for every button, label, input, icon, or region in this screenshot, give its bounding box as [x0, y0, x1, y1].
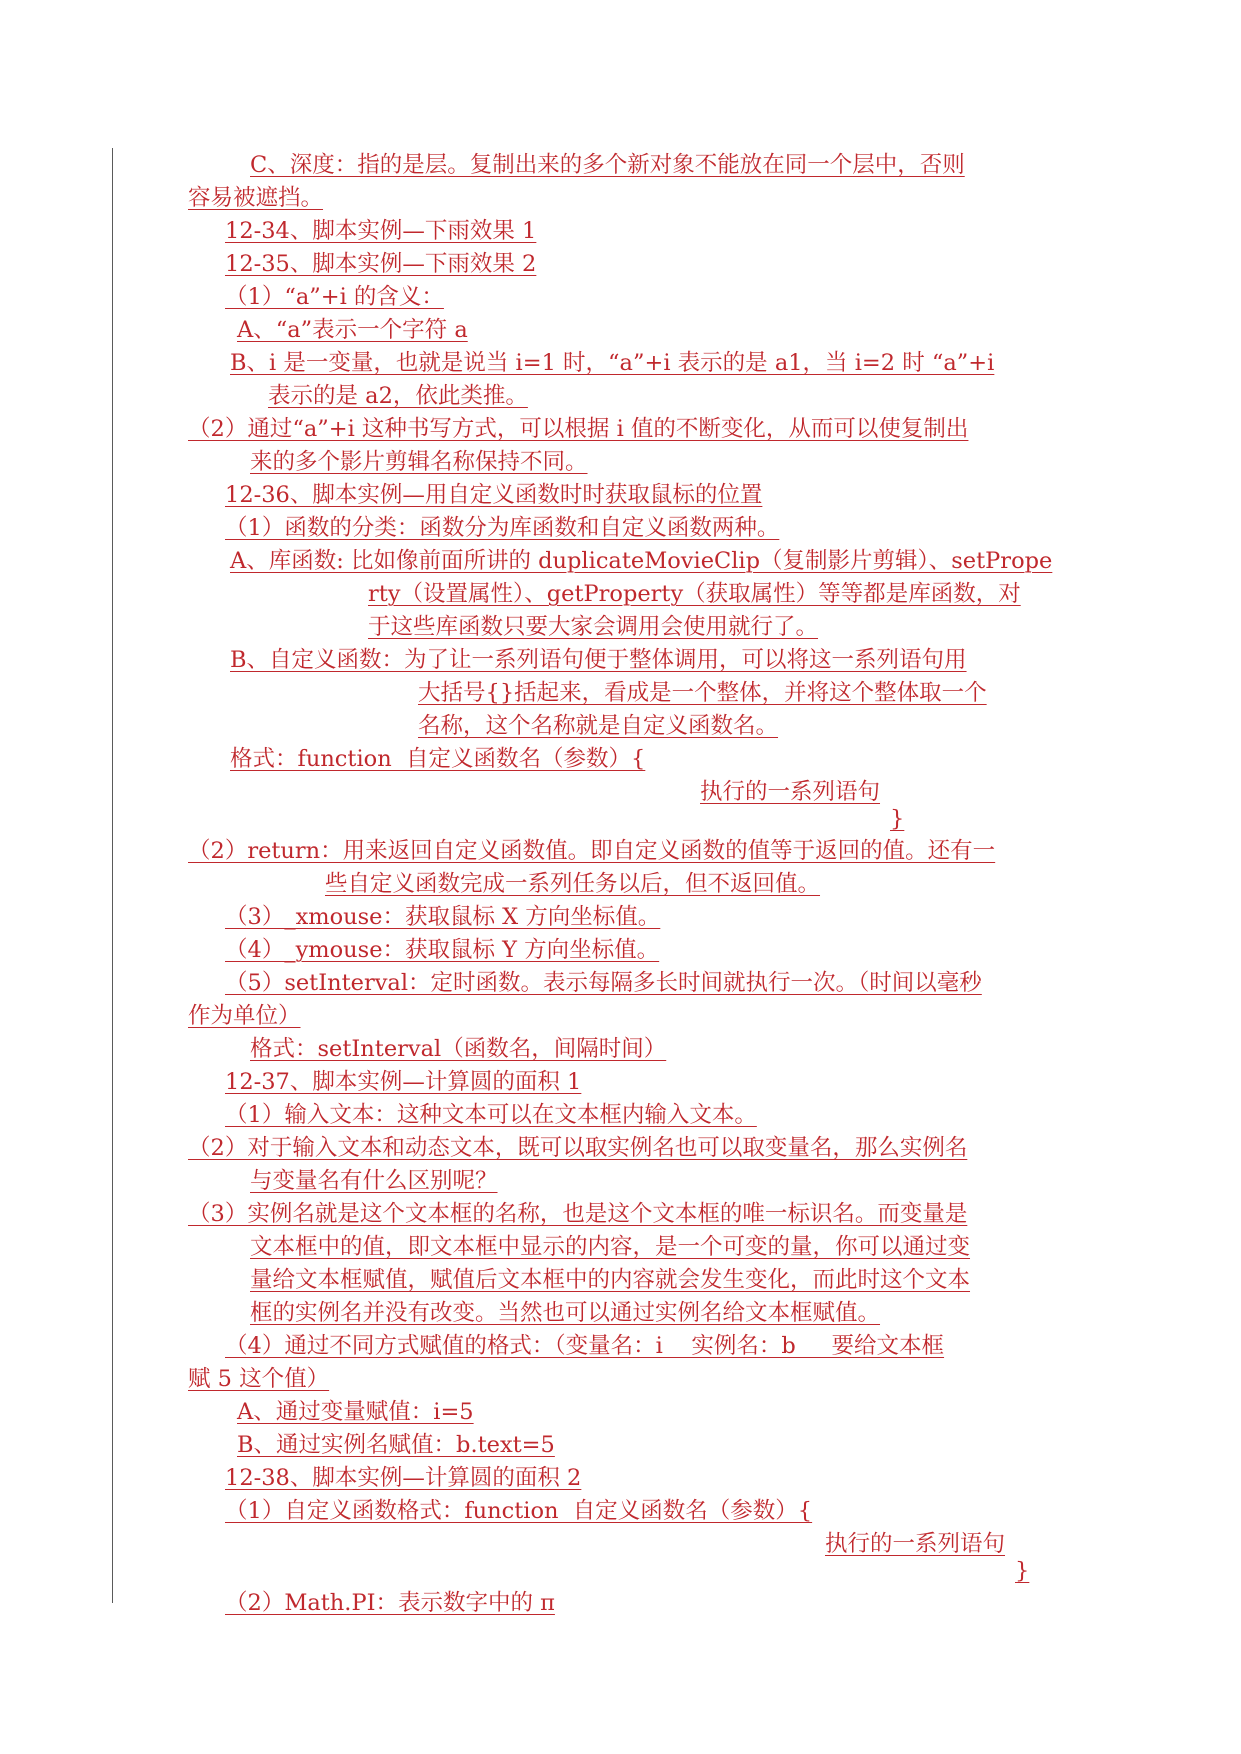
code-line: 执行的一系列语句: [825, 1531, 1006, 1557]
text-line: rty（设置属性）、getProperty（获取属性）等等都是库函数，对: [368, 581, 1021, 607]
text-line: B、通过实例名赋值：b.text=5: [237, 1432, 555, 1458]
code-line: （1）自定义函数格式：function 自定义函数名（参数）{: [225, 1498, 813, 1524]
text-line: C、深度：指的是层。复制出来的多个新对象不能放在同一个层中，否则: [250, 152, 965, 178]
text-line: （1）输入文本：这种文本可以在文本框内输入文本。: [225, 1102, 757, 1128]
section-heading: 12-35、脚本实例—下雨效果 2: [225, 251, 537, 277]
text-line: 于这些库函数只要大家会调用会使用就行了。: [368, 614, 819, 640]
text-line: 文本框中的值，即文本框中显示的内容，是一个可变的量，你可以通过变: [250, 1234, 971, 1260]
section-heading: 12-34、脚本实例—下雨效果 1: [225, 218, 537, 244]
text-line: 容易被遮挡。: [188, 185, 324, 211]
text-line: 些自定义函数完成一系列任务以后，但不返回值。: [325, 871, 821, 897]
text-line: （2）Math.PI：表示数字中的 π: [225, 1590, 555, 1616]
text-line: 量给文本框赋值，赋值后文本框中的内容就会发生变化，而此时这个文本: [250, 1267, 971, 1293]
text-line: （5）setInterval：定时函数。表示每隔多长时间就执行一次。（时间以毫秒: [225, 970, 982, 996]
text-line: 来的多个影片剪辑名称保持不同。: [250, 449, 588, 475]
text-line: （3）_xmouse：获取鼠标 X 方向坐标值。: [225, 904, 661, 930]
text-line: （3）实例名就是这个文本框的名称，也是这个文本框的唯一标识名。而变量是: [188, 1201, 968, 1227]
text-line: B、i 是一变量，也就是说当 i=1 时，“a”+i 表示的是 a1，当 i=2 时 “a”+i: [230, 350, 995, 376]
text-line: B、自定义函数：为了让一系列语句便于整体调用，可以将这一系列语句用: [230, 647, 967, 673]
text-line: （2）通过“a”+i 这种书写方式，可以根据 i 值的不断变化，从而可以使复制出: [188, 416, 969, 442]
text-line: 作为单位）: [188, 1003, 301, 1029]
text-line: 名称，这个名称就是自定义函数名。: [418, 713, 779, 739]
section-heading: 12-37、脚本实例—计算圆的面积 1: [225, 1069, 582, 1095]
text-line: （4）通过不同方式赋值的格式：（变量名：i 实例名：b 要给文本框: [225, 1333, 945, 1359]
text-line: 赋 5 这个值）: [188, 1366, 330, 1392]
code-line: 格式：setInterval（函数名，间隔时间）: [250, 1036, 667, 1062]
text-line: A、库函数: 比如像前面所讲的 duplicateMovieClip（复制影片剪辑）、setPrope: [230, 548, 1053, 574]
code-line: }: [890, 806, 905, 832]
text-line: A、通过变量赋值：i=5: [237, 1399, 474, 1425]
text-line: （2）对于输入文本和动态文本，既可以取实例名也可以取变量名，那么实例名: [188, 1135, 968, 1161]
text-line: 与变量名有什么区别呢？: [250, 1168, 498, 1194]
text-line: 表示的是 a2，依此类推。: [268, 383, 528, 409]
section-heading: 12-38、脚本实例—计算圆的面积 2: [225, 1465, 582, 1491]
text-line: A、“a”表示一个字符 a: [237, 317, 468, 343]
code-line: }: [1015, 1558, 1030, 1584]
text-line: （2）return：用来返回自定义函数值。即自定义函数的值等于返回的值。还有一: [188, 838, 996, 864]
code-line: 格式：function 自定义函数名（参数）{: [230, 746, 646, 772]
left-margin-rule: [112, 148, 113, 1603]
code-line: 执行的一系列语句: [700, 779, 881, 805]
text-line: （4）_ymouse：获取鼠标 Y 方向坐标值。: [225, 937, 660, 963]
text-line: 大括号{}括起来，看成是一个整体，并将这个整体取一个: [418, 680, 987, 706]
text-line: （1）“a”+i 的含义：: [225, 284, 444, 310]
text-line: 框的实例名并没有改变。当然也可以通过实例名给文本框赋值。: [250, 1300, 881, 1326]
text-line: （1）函数的分类：函数分为库函数和自定义函数两种。: [225, 515, 780, 541]
section-heading: 12-36、脚本实例—用自定义函数时时获取鼠标的位置: [225, 482, 763, 508]
